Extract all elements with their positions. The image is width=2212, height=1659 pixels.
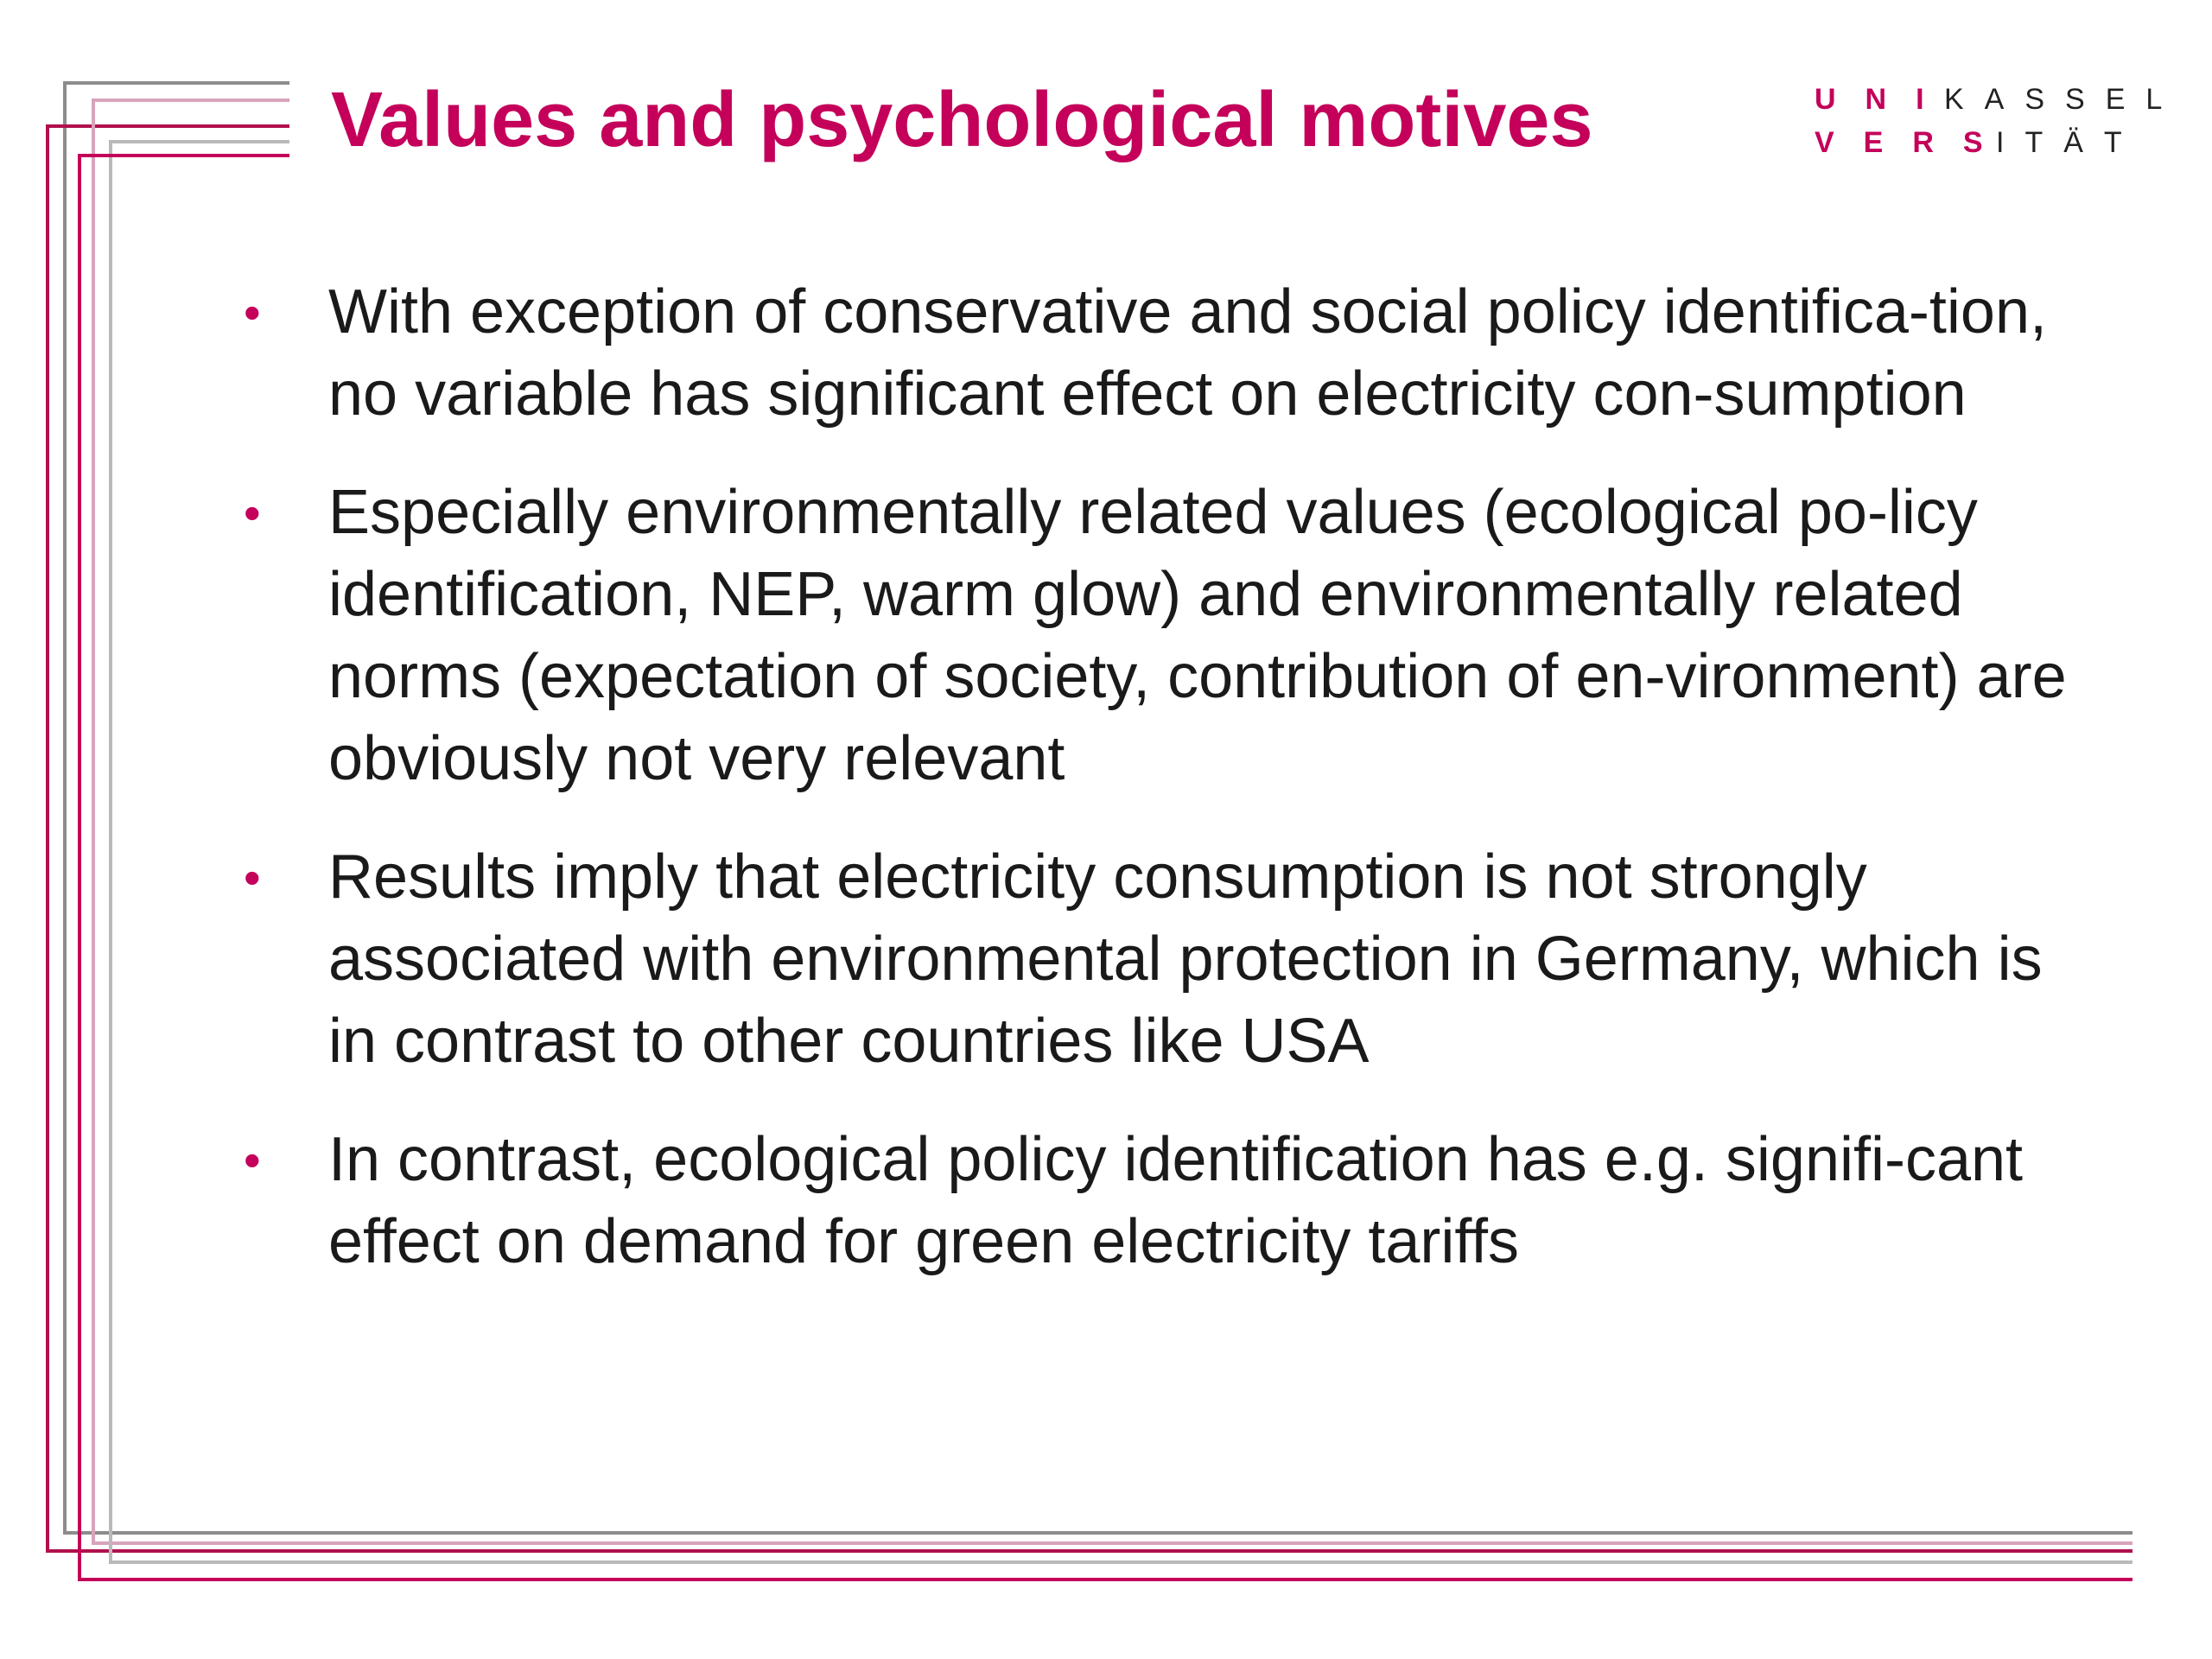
bullet-icon: • xyxy=(244,285,261,340)
frame-line-gray-left xyxy=(63,81,67,1535)
frame-line-crimson-bottom xyxy=(46,1549,2133,1553)
bullet-icon: • xyxy=(244,486,261,540)
frame-line-gray-top xyxy=(63,81,289,85)
logo-row-1 xyxy=(1815,78,2183,121)
bullet-list xyxy=(244,271,2101,1319)
logo-uni-text: UNI xyxy=(1815,83,1954,116)
logo-kassel-text: KASSEL xyxy=(1944,83,2183,116)
logo-vers-text: VERS xyxy=(1815,126,2012,159)
slide-title: Values and psychological motives xyxy=(331,77,1593,163)
bullet-item xyxy=(244,1119,2101,1283)
bullet-item xyxy=(244,836,2101,1083)
bullet-text: In contrast, ecological policy identification has e.g. signifi-cant effect on demand for green electricity tariffs xyxy=(328,1125,2024,1276)
bullet-text: With exception of conservative and social policy identifica-tion, no variable has significant effect on electricity con-sumption xyxy=(328,277,2047,429)
frame-line-lightgray-left xyxy=(109,140,112,1564)
logo-row-2 xyxy=(1815,121,2143,164)
frame-line-pink-top xyxy=(92,99,289,102)
frame-line-crimson-inner-top xyxy=(78,154,289,157)
bullet-item xyxy=(244,271,2101,435)
frame-line-crimson-top xyxy=(46,124,289,128)
logo-itat-text: ITÄT xyxy=(1996,126,2143,159)
bullet-text: Results imply that electricity consumption is not strongly associated with environmental protection in Germany, which is in contrast to other countries like USA xyxy=(328,842,2043,1076)
frame-line-lightgray-bottom xyxy=(109,1560,2133,1564)
bullet-text: Especially environmentally related values (ecological po-licy identification, NEP, warm glow) and environmentally related norms (expectation of society, contribution of en-vironment) are obviously not very relevant xyxy=(328,478,2067,793)
bullet-item xyxy=(244,472,2101,800)
frame-line-lightgray-top xyxy=(109,140,289,143)
frame-line-crimson-inner-bottom xyxy=(78,1578,2133,1581)
frame-line-gray-bottom xyxy=(63,1531,2133,1535)
frame-line-pink-bottom xyxy=(92,1541,2133,1545)
bullet-icon: • xyxy=(244,1133,261,1187)
bullet-icon: • xyxy=(244,850,261,905)
university-logo xyxy=(1815,78,2183,159)
frame-line-crimson-left xyxy=(46,124,49,1553)
frame-line-pink-left xyxy=(92,99,95,1545)
frame-line-crimson-inner-left xyxy=(78,154,81,1581)
